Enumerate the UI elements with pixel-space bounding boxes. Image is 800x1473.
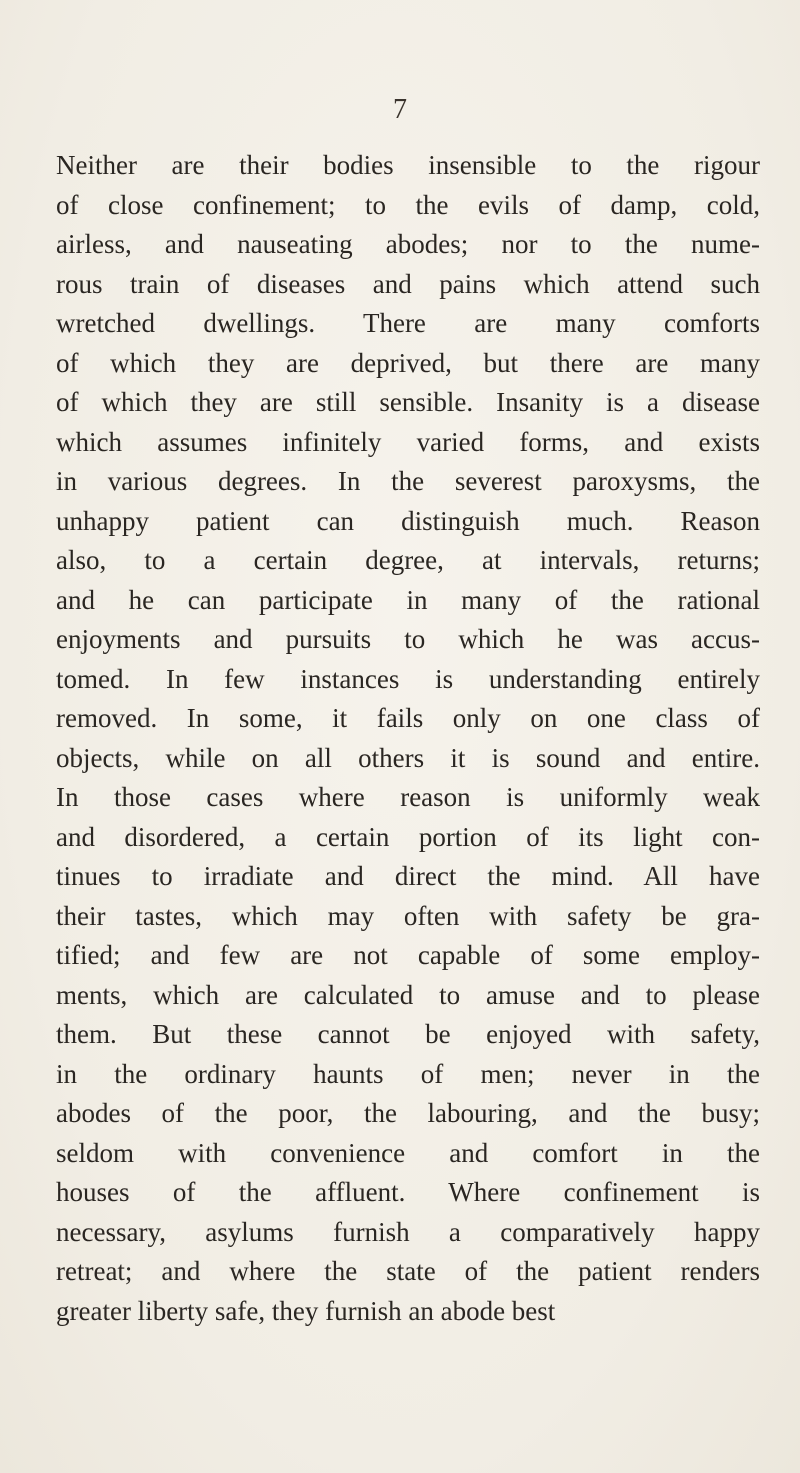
text-line: houses of the affluent. Where confinement is — [56, 1177, 760, 1207]
text-line: objects, while on all others it is sound and entire. — [56, 742, 760, 773]
text-line: them. But these cannot be enjoyed with safety, — [56, 1019, 760, 1049]
text-line: retreat; and where the state of the patient renders — [56, 1256, 760, 1286]
text-line: tomed. In few instances is understanding entirely — [56, 663, 760, 694]
text-line: removed. In some, it fails only on one class of — [56, 703, 760, 733]
text-line: In those cases where reason is uniformly weak — [56, 782, 760, 812]
text-line: also, to a certain degree, at intervals, returns; — [56, 545, 760, 575]
body-text — [56, 146, 760, 1331]
text-line: seldom with convenience and comfort in the — [56, 1137, 760, 1168]
text-line: in the ordinary haunts of men; never in the — [56, 1058, 760, 1089]
text-line: airless, and nauseating abodes; nor to the nume- — [56, 229, 760, 259]
page-number: 7 — [393, 94, 407, 125]
text-line: which assumes infinitely varied forms, and exists — [56, 426, 760, 457]
text-line: of which they are still sensible. Insanity is a disease — [56, 387, 760, 417]
text-line: and he can participate in many of the rational — [56, 584, 760, 615]
text-line: abodes of the poor, the labouring, and the busy; — [56, 1098, 760, 1128]
text-line: greater liberty safe, they furnish an abode best — [56, 1295, 556, 1326]
text-line: tified; and few are not capable of some employ- — [56, 940, 760, 970]
text-line: Neither are their bodies insensible to the rigour — [56, 150, 760, 180]
text-line: of which they are deprived, but there are many — [56, 347, 760, 378]
text-line: unhappy patient can distinguish much. Reason — [56, 505, 760, 536]
text-line: of close confinement; to the evils of damp, cold, — [56, 189, 760, 220]
text-line: their tastes, which may often with safety be gra- — [56, 900, 760, 931]
text-line: rous train of diseases and pains which attend such — [56, 268, 760, 299]
text-line: tinues to irradiate and direct the mind. All have — [56, 861, 760, 891]
text-line: enjoyments and pursuits to which he was accus- — [56, 624, 760, 654]
text-line: necessary, asylums furnish a comparatively happy — [56, 1216, 760, 1247]
text-line: ments, which are calculated to amuse and to please — [56, 979, 760, 1010]
text-line: and disordered, a certain portion of its light con- — [56, 821, 760, 852]
text-line: wretched dwellings. There are many comforts — [56, 308, 760, 338]
text-line: in various degrees. In the severest paroxysms, the — [56, 466, 760, 496]
